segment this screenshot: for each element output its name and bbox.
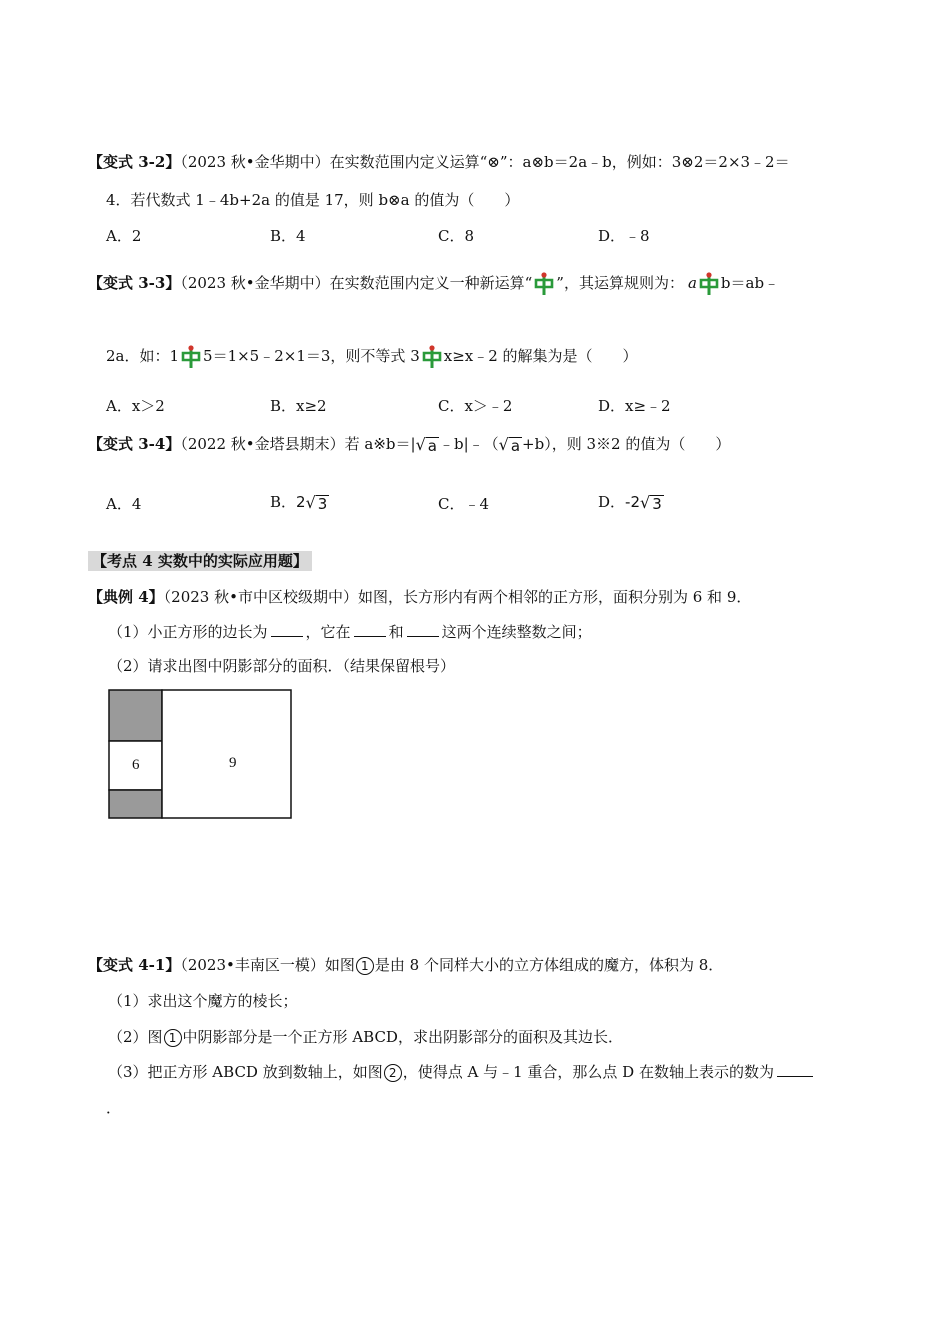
sqrt-a-2 [499,436,522,454]
p41-tag: 【变式 4-1】 [88,956,181,974]
p32-line1 [88,152,790,172]
p41-line1 [88,955,723,975]
p33-example: 2a．如：1 [106,347,180,365]
p34-source: （2022 秋•金塔县期末） [180,435,345,453]
sqrt-icon: √ [415,435,426,454]
ex4-tag: 【典例 4】 [88,588,164,606]
p34-tag: 【变式 3-4】 [88,435,181,453]
p41-source: （2023•丰南区一模） [180,956,325,974]
p33-option-c: C．x＞﹣2 [438,397,513,415]
shaded-region-top [109,690,162,741]
sqrt-icon: √ [305,493,316,512]
p34-text-tail: +b），则 3※2 的值为（ ） [522,435,731,453]
p41-q2 [108,1027,623,1047]
p34-option-a: A．4 [106,495,142,513]
shaded-region-bottom [109,790,162,818]
p32-option-d: D．﹣8 [598,227,650,245]
p34-option-b-label: B． [270,493,297,511]
p41-q3 [108,1062,816,1082]
ex4-q1-a: （1）小正方形的边长为 [108,623,268,641]
p33-example-tail: x≥x﹣2 的解集为是（ ） [443,347,638,365]
custom-operator-icon [420,345,444,369]
sqrt-icon: √ [498,435,509,454]
sqrt-3-d [640,494,664,512]
p32-option-b: B．4 [270,227,306,245]
circle-2-icon: 2 [384,1064,402,1082]
sqrt-3-b-radicand: 3 [317,495,328,513]
p41-text-a: 如图 [324,956,355,974]
p41-text-b: 是由 8 个同样大小的立方体组成的魔方，体积为 8． [374,956,724,974]
blank-upper-integer[interactable] [407,622,439,637]
sqrt-3-b [306,494,330,512]
blank-point-d-value[interactable] [777,1062,813,1077]
custom-operator-icon [179,345,203,369]
ex4-q1 [108,622,592,642]
p34-text-mid: ﹣b|﹣（ [438,435,499,453]
p41-q2-b: 中阴影部分是一个正方形 ABCD，求出阴影部分的面积及其边长． [182,1028,623,1046]
p34-text: 若 a※b＝| [344,435,416,453]
sqrt-a-2-radicand: a [510,437,521,455]
p34-option-b [270,490,329,514]
p32-formula: a⊗b＝2a﹣b，例如：3⊗2＝2×3﹣2＝ [522,153,790,171]
p32-text: 在实数范围内定义运算“⊗”： [329,153,523,171]
p41-q3-a: （3）把正方形 ABCD 放到数轴上，如图 [108,1063,383,1081]
p33-option-b: B．x≥2 [270,397,327,415]
blank-side-length[interactable] [271,622,303,637]
p33-option-d: D．x≥﹣2 [598,397,671,415]
p33-line1 [88,270,779,296]
p33-tag: 【变式 3-3】 [88,274,181,292]
circle-1-icon: 1 [356,957,374,975]
custom-operator-icon [532,272,556,296]
p33-rule: b＝ab﹣ [720,274,780,292]
p34-option-d-coef: -2 [625,493,640,511]
section-4-header: 【考点 4 实数中的实际应用题】 [88,551,312,571]
p34-option-d [598,490,664,514]
ex4-q1-d: 这两个连续整数之间； [441,623,592,641]
p34-option-c: C．﹣4 [438,495,490,513]
ex4-source: （2023 秋•市中区校级期中） [163,588,358,606]
p32-option-a: A．2 [106,227,142,245]
p33-source: （2023 秋•金华期中） [180,274,330,292]
p34-line1 [88,433,730,455]
ex4-q2: （2）请求出图中阴影部分的面积．（结果保留根号） [108,657,456,675]
p32-line2: 4．若代数式 1﹣4b+2a 的值是 17，则 b⊗a 的值为（ ） [106,191,520,209]
p41-q3-b: ，使得点 A 与﹣1 重合，那么点 D 在数轴上表示的数为 [402,1063,774,1081]
p41-q3-end: ． [106,1099,122,1117]
ex4-q1-c: 和 [388,623,404,641]
p41-q1: （1）求出这个魔方的棱长； [108,992,298,1010]
p34-option-d-label: D． [598,493,626,511]
p41-q2-a: （2）图 [108,1028,163,1046]
p33-line2 [106,343,638,369]
ex4-line1 [88,587,751,607]
sqrt-a [416,436,439,454]
custom-operator-icon [697,272,721,296]
blank-lower-integer[interactable] [354,622,386,637]
ex4-q1-b: ，它在 [305,623,351,641]
ex4-text: 如图，长方形内有两个相邻的正方形，面积分别为 6 和 9． [357,588,752,606]
p32-option-c: C．8 [438,227,475,245]
squares-figure [108,689,292,819]
large-square [162,690,291,818]
large-square-label: 9 [229,755,237,771]
circle-1-icon: 1 [164,1029,182,1047]
small-square-label: 6 [132,757,140,773]
p32-tag: 【变式 3-2】 [88,153,181,171]
sqrt-icon: √ [640,493,651,512]
p33-example-mid: 5＝1×5﹣2×1＝3，则不等式 3 [203,347,420,365]
squares-figure-svg [108,689,292,819]
p33-text-mid: ”，其运算规则为： [556,274,684,292]
sqrt-3-d-radicand: 3 [652,495,662,513]
p34-option-b-coef: 2 [296,493,306,511]
sqrt-a-radicand: a [427,437,437,455]
p33-option-a: A．x＞2 [106,397,165,415]
p32-source: （2023 秋•金华期中） [180,153,330,171]
p33-text: 在实数范围内定义一种新运算“ [329,274,533,292]
p33-a: a [687,274,697,292]
